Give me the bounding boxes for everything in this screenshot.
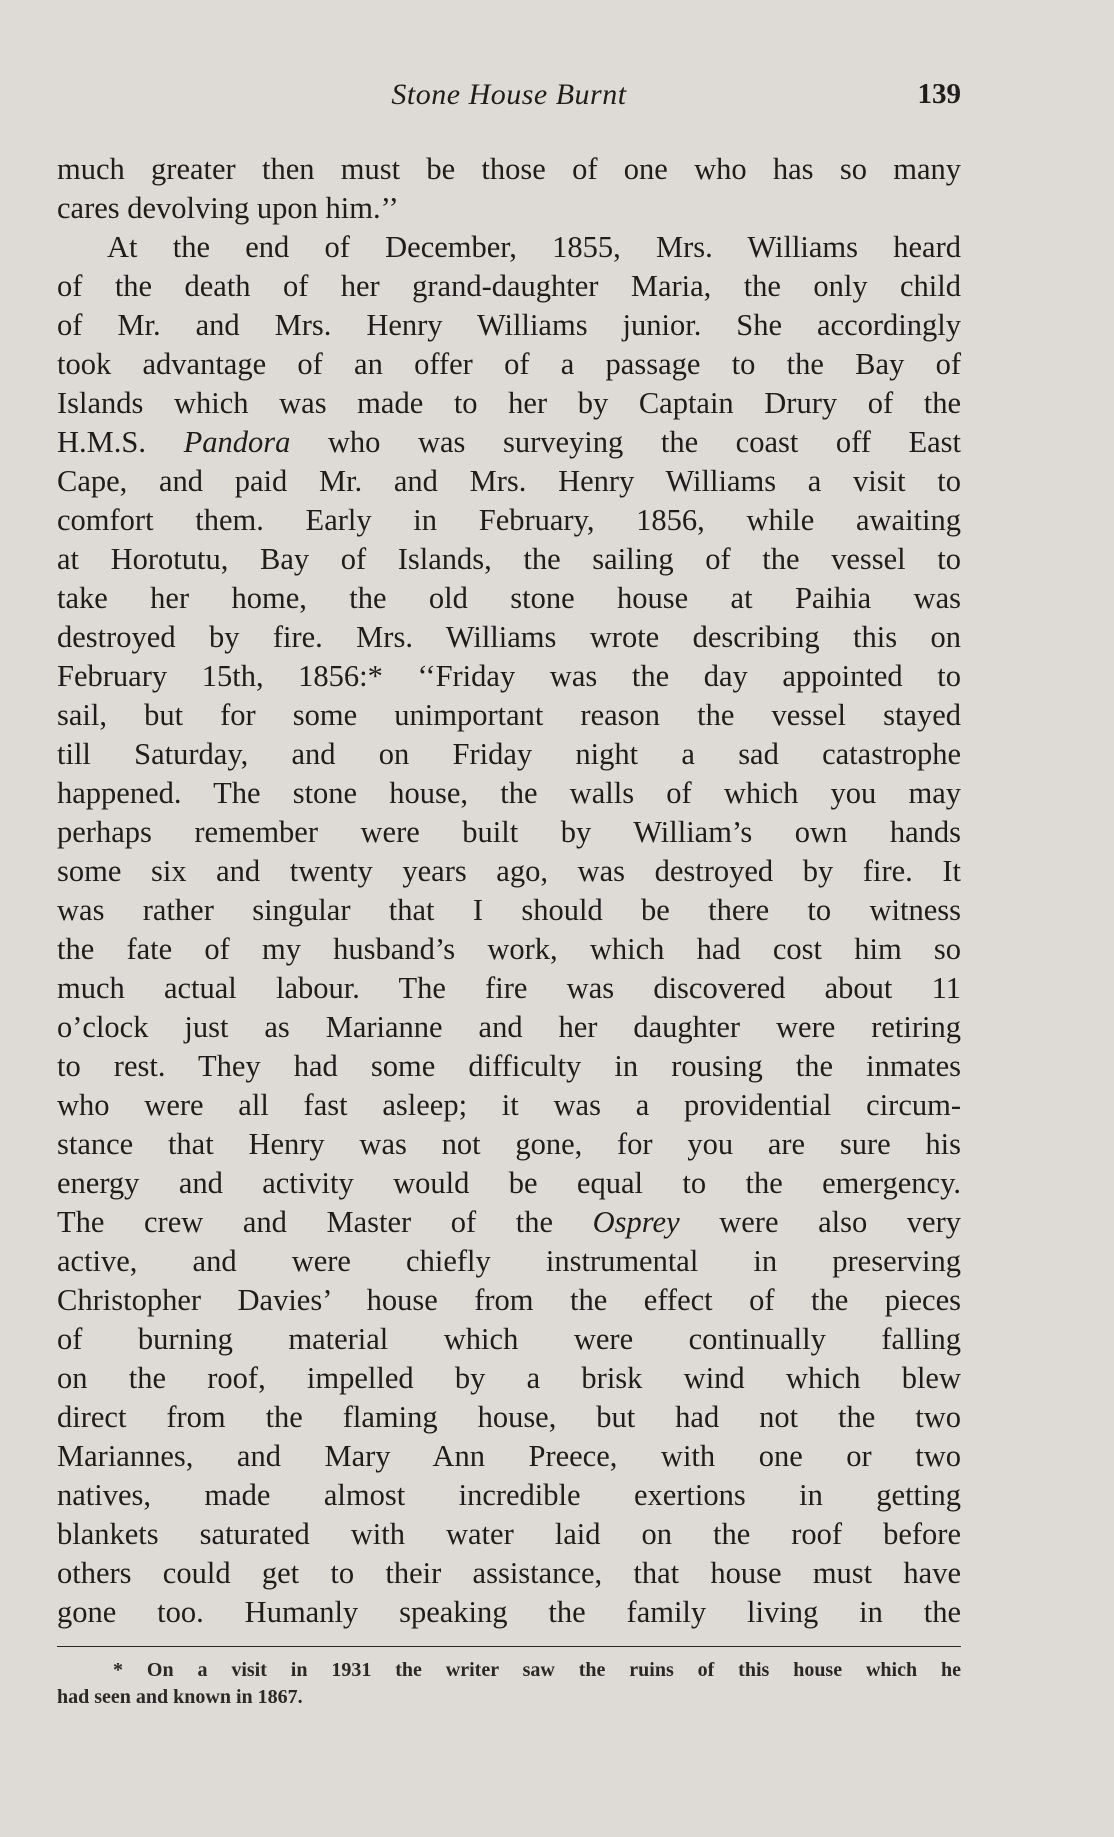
text-line: Islands which was made to her by Captain Drury of the [57, 386, 961, 420]
body-text [57, 150, 961, 1632]
text-line: others could get to their assistance, that house must have [57, 1556, 961, 1590]
text-line: February 15th, 1856:* ‘‘Friday was the day appointed to [57, 659, 961, 693]
text-line: o’clock just as Marianne and her daughter were retiring [57, 1010, 961, 1044]
text-line: take her home, the old stone house at Paihia was [57, 581, 961, 615]
text-line: on the roof, impelled by a brisk wind which blew [57, 1361, 961, 1395]
ship-name-pandora: Pandora [183, 425, 291, 459]
text-line: active, and were chiefly instrumental in preserving [57, 1244, 961, 1278]
text-line: much greater then must be those of one who has so many [57, 152, 961, 186]
footnote [57, 1657, 961, 1711]
text-line: direct from the flaming house, but had not the two [57, 1400, 961, 1434]
text-line: At the end of December, 1855, Mrs. Williams heard [107, 230, 961, 264]
text-line [57, 1203, 961, 1242]
text-line: much actual labour. The fire was discovered about 11 [57, 971, 961, 1005]
text-line: Mariannes, and Mary Ann Preece, with one or two [57, 1439, 961, 1473]
running-title: Stone House Burnt [391, 78, 627, 111]
text-line [57, 423, 961, 462]
text-line: cares devolving upon him.’’ [57, 191, 399, 225]
footnote-line: * On a visit in 1931 the writer saw the ruins of this house which he [113, 1659, 961, 1681]
ship-name-osprey: Osprey [592, 1205, 680, 1239]
text-line: Cape, and paid Mr. and Mrs. Henry Williams a visit to [57, 464, 961, 498]
text-line: happened. The stone house, the walls of which you may [57, 776, 961, 810]
text-line: the fate of my husband’s work, which had cost him so [57, 932, 961, 966]
text-line: destroyed by fire. Mrs. Williams wrote describing this on [57, 620, 961, 654]
text-fragment: H.M.S. [57, 425, 184, 459]
text-line: of the death of her grand-daughter Maria, the only child [57, 269, 961, 303]
text-line: gone too. Humanly speaking the family living in the [57, 1595, 961, 1629]
page-number: 139 [917, 78, 961, 110]
text-line: blankets saturated with water laid on the roof before [57, 1517, 961, 1551]
text-line: some six and twenty years ago, was destroyed by fire. It [57, 854, 961, 888]
footnote-line: had seen and known in 1867. [57, 1686, 303, 1708]
text-line: at Horotutu, Bay of Islands, the sailing of the vessel to [57, 542, 961, 576]
text-line: was rather singular that I should be there to witness [57, 893, 961, 927]
text-line: Christopher Davies’ house from the effect of the pieces [57, 1283, 961, 1317]
text-line: energy and activity would be equal to the emergency. [57, 1166, 961, 1200]
text-line: comfort them. Early in February, 1856, while awaiting [57, 503, 961, 537]
text-line: to rest. They had some difficulty in rousing the inmates [57, 1049, 961, 1083]
text-line: of burning material which were continually falling [57, 1322, 961, 1356]
footnote-rule [57, 1646, 961, 1647]
page-header [57, 78, 961, 122]
text-line: took advantage of an offer of a passage to the Bay of [57, 347, 961, 381]
book-page [57, 78, 961, 1711]
text-fragment: were also very [679, 1205, 961, 1239]
text-fragment: who was surveying the coast off East [290, 425, 962, 459]
text-fragment: The crew and Master of the [57, 1205, 593, 1239]
text-line: till Saturday, and on Friday night a sad catastrophe [57, 737, 961, 771]
text-line: stance that Henry was not gone, for you are sure his [57, 1127, 961, 1161]
text-line: sail, but for some unimportant reason the vessel stayed [57, 698, 961, 732]
text-line: who were all fast asleep; it was a providential circum- [57, 1088, 961, 1122]
text-line: perhaps remember were built by William’s own hands [57, 815, 961, 849]
text-line: of Mr. and Mrs. Henry Williams junior. She accordingly [57, 308, 961, 342]
text-line: natives, made almost incredible exertions in getting [57, 1478, 961, 1512]
